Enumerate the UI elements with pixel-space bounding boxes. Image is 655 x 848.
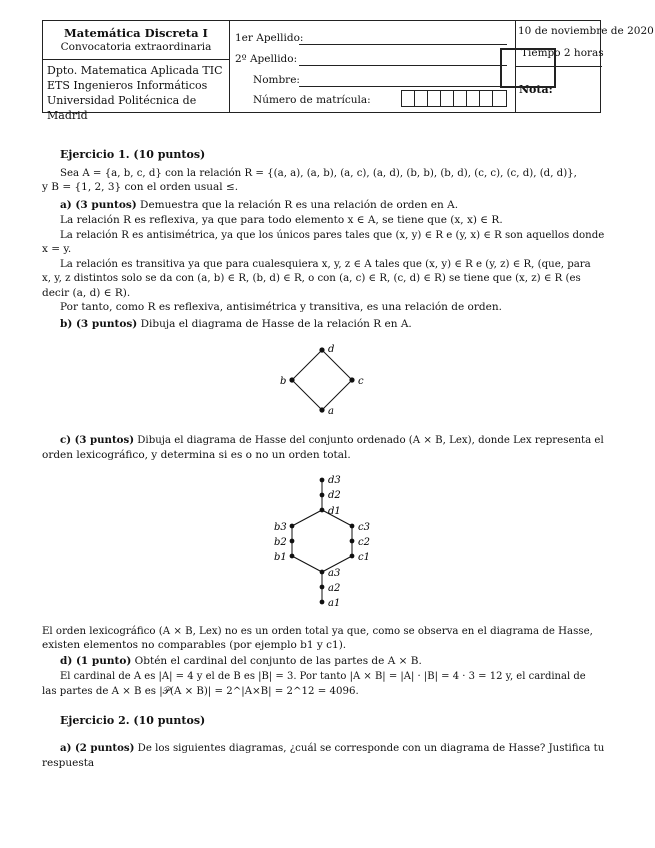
hasse-node-label: b xyxy=(280,376,287,387)
hasse-node xyxy=(320,600,325,605)
part-a-line: La relación R es antisimétrica, ya que los únicos pares tales que (x, y) ∈ R e (y, x) ∈ R son aquellos donde xyxy=(60,230,605,241)
dept-line: Dpto. Matematica Aplicada TIC xyxy=(47,64,223,77)
hasse-node xyxy=(320,585,325,590)
hasse-node xyxy=(289,377,294,382)
hasse-node xyxy=(350,539,355,544)
exam-session: Convocatoria extraordinaria xyxy=(60,41,212,53)
dept-line: Universidad Politécnica de Madrid xyxy=(47,94,197,122)
part-a-line: Por tanto, como R es reflexiva, antisimétrica y transitiva, es una relación de orden. xyxy=(60,301,502,313)
part-b-label: b) (3 puntos) xyxy=(60,318,138,330)
hasse-edge xyxy=(292,350,322,380)
hasse-node xyxy=(320,508,325,513)
hasse-edge xyxy=(322,350,352,380)
student-id-label: Número de matrícula: xyxy=(253,94,371,106)
hasse-node-label: c3 xyxy=(358,522,370,533)
part-c-answer: existen elementos no comparables (por ejemplo b1 y c1). xyxy=(42,639,347,651)
exam-duration: Tiempo 2 horas xyxy=(521,47,604,59)
hasse-edge xyxy=(292,380,322,410)
hasse-node-label: a2 xyxy=(328,583,341,594)
hasse-node xyxy=(320,570,325,575)
hasse-node xyxy=(319,347,324,352)
exercise-2-part-a-cont: respuesta xyxy=(42,757,95,769)
ex2-part-a-label: a) (2 puntos) xyxy=(60,742,135,754)
hasse-node-label: b2 xyxy=(274,537,287,548)
hasse-node-label: d xyxy=(328,344,335,355)
hasse-edge xyxy=(292,556,322,572)
part-a-line: La relación es transitiva ya que para cualesquiera x, y, z ∈ A tales que (x, y) ∈ R e (y, z) ∈ R, (que, para xyxy=(60,259,591,270)
hasse-edge xyxy=(292,510,322,526)
part-a-line: decir (a, d) ∈ R). xyxy=(42,287,131,299)
hasse-node-label: a3 xyxy=(328,568,341,579)
hasse-node-label: d2 xyxy=(328,490,341,501)
name-field[interactable] xyxy=(299,86,507,87)
name-label: Nombre: xyxy=(253,74,300,86)
course-box xyxy=(43,21,229,60)
hasse-node xyxy=(350,524,355,529)
grade-box[interactable] xyxy=(500,48,556,88)
hasse-node xyxy=(349,377,354,382)
first-surname-field[interactable] xyxy=(299,44,507,45)
hasse-diagram-R xyxy=(270,340,370,420)
hasse-node xyxy=(319,407,324,412)
part-a-text: Demuestra que la relación R es una relación de orden en A. xyxy=(136,199,459,211)
part-a-line: x = y. xyxy=(42,243,72,255)
part-a-line: La relación R es reflexiva, ya que para todo elemento x ∈ A, se tiene que (x, x) ∈ R. xyxy=(60,214,503,226)
hasse-node-label: d3 xyxy=(328,475,341,486)
hasse-node-label: c1 xyxy=(358,552,370,563)
hasse-node xyxy=(320,478,325,483)
hasse-node-label: c xyxy=(358,376,364,387)
part-c-text: Dibuja el diagrama de Hasse del conjunto ordenado (A × B, Lex), donde Lex representa el xyxy=(134,435,604,446)
hasse-node-label: b1 xyxy=(274,552,287,563)
grade-label: Nota: xyxy=(519,83,553,96)
hasse-edge xyxy=(322,380,352,410)
part-a-statement xyxy=(60,199,458,212)
course-title: Matemática Discreta I xyxy=(64,26,208,40)
part-d-text: Obtén el cardinal del conjunto de las partes de A × B. xyxy=(131,655,422,667)
hasse-node xyxy=(320,493,325,498)
part-b-statement xyxy=(60,318,412,331)
student-fields xyxy=(229,21,516,112)
part-c-answer: El orden lexicográfico (A × B, Lex) no es un orden total ya que, como se observa en el diagrama de Hasse, xyxy=(42,626,593,637)
part-b-text: Dibuja el diagrama de Hasse de la relación R en A. xyxy=(137,318,412,330)
part-a-label: a) (3 puntos) xyxy=(60,199,137,211)
exam-date: 10 de noviembre de 2020 xyxy=(518,25,654,37)
second-surname-field[interactable] xyxy=(299,65,507,66)
exercise-1-intro-cont: y B = {1, 2, 3} con el orden usual ≤. xyxy=(42,181,239,193)
department-info xyxy=(47,63,229,123)
hasse-node-label: a xyxy=(328,406,334,417)
part-d-label: d) (1 punto) xyxy=(60,655,132,667)
ex2-part-a-text: De los siguientes diagramas, ¿cuál se corresponde con un diagrama de Hasse? Justifica tu xyxy=(134,743,605,754)
hasse-node-label: a1 xyxy=(328,598,341,609)
hasse-node xyxy=(290,554,295,559)
dept-line: ETS Ingenieros Informáticos xyxy=(47,79,208,92)
part-d-statement xyxy=(60,655,422,668)
exercise-1-intro: Sea A = {a, b, c, d} con la relación R = {(a, a), (a, b), (a, c), (a, d), (b, b), (b, d), (c, c), (c, d), (d, d)}, xyxy=(60,168,577,179)
second-surname-label: 2º Apellido: xyxy=(235,53,298,65)
part-d-line: El cardinal de A es |A| = 4 y el de B es |B| = 3. Por tanto |A × B| = |A| · |B| = 4 · 3 = 12 y, el cardinal de xyxy=(60,671,586,682)
exercise-2-part-a xyxy=(60,742,604,755)
hasse-node-label: d1 xyxy=(328,506,341,517)
first-surname-label: 1er Apellido: xyxy=(235,32,304,44)
student-id-boxes[interactable] xyxy=(401,90,507,107)
header-course-column xyxy=(43,21,230,122)
part-a-line: x, y, z distintos solo se da con (a, b) ∈ R, (b, d) ∈ R, o con (a, c) ∈ R, (c, d) ∈ R) se tiene que (x, z) ∈ R (es xyxy=(42,273,581,284)
hasse-node xyxy=(290,524,295,529)
part-c-label: c) (3 puntos) xyxy=(60,434,135,446)
hasse-node xyxy=(290,539,295,544)
exercise-2-title: Ejercicio 2. (10 puntos) xyxy=(60,714,206,727)
part-c-statement xyxy=(60,434,604,447)
hasse-diagram-lex xyxy=(270,472,380,612)
hasse-node-label: b3 xyxy=(274,522,287,533)
part-d-line: las partes de A × B es |𝒫(A × B)| = 2^|A×B| = 2^12 = 4096. xyxy=(42,686,359,697)
exercise-1-title: Ejercicio 1. (10 puntos) xyxy=(60,148,206,161)
hasse-node xyxy=(350,554,355,559)
part-c-line: orden lexicográfico, y determina si es o no un orden total. xyxy=(42,449,351,461)
hasse-node-label: c2 xyxy=(358,537,370,548)
